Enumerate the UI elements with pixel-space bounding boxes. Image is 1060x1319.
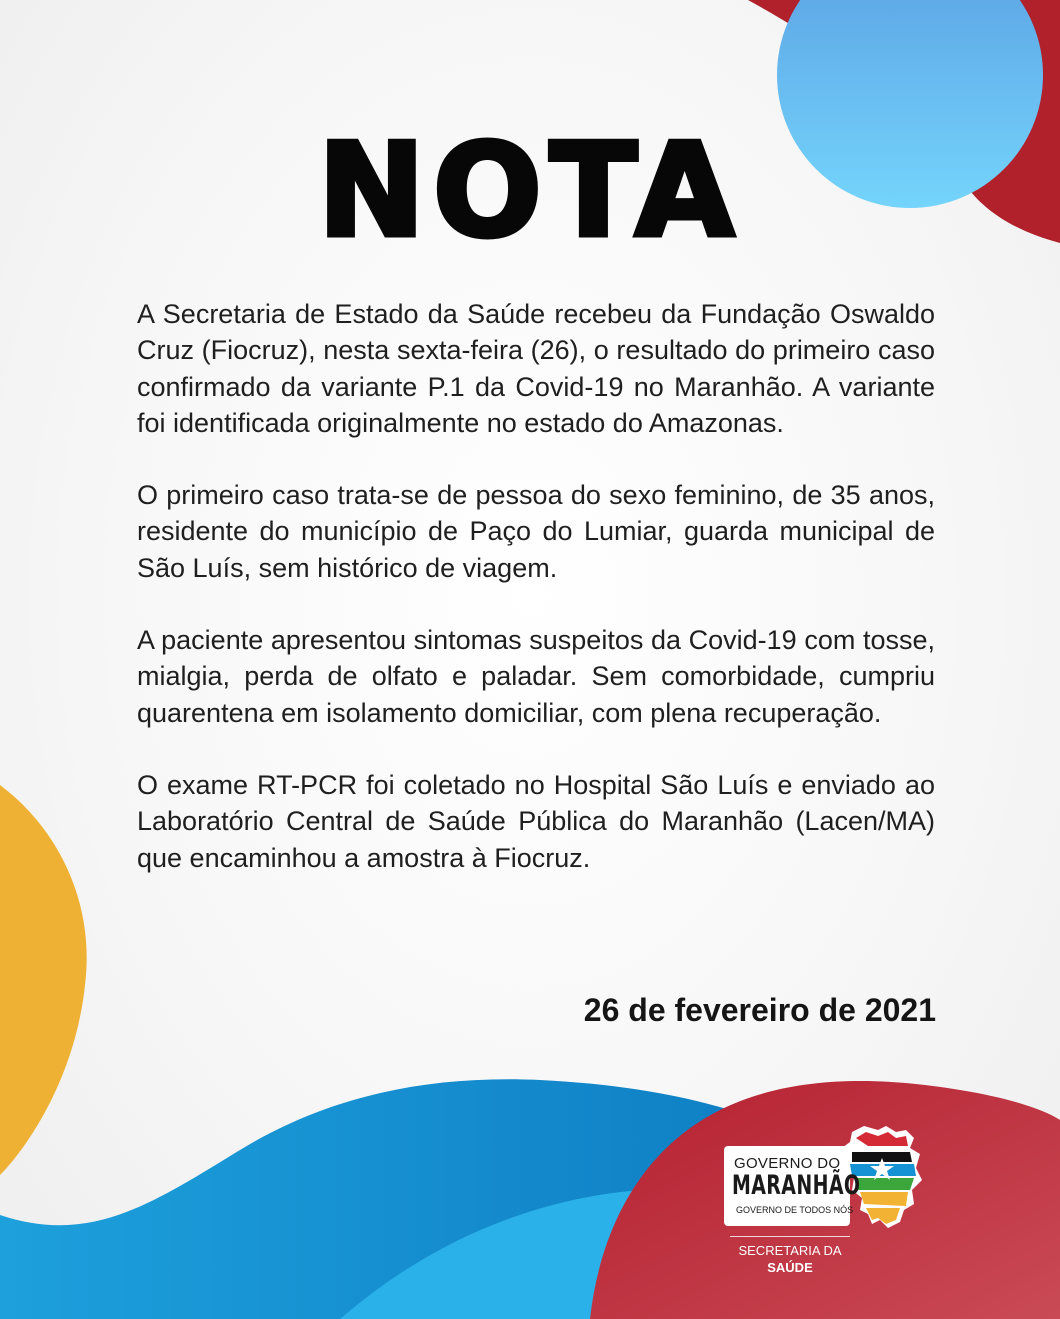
logo-department-line-2: SAÚDE bbox=[767, 1260, 813, 1275]
page-title: NOTA bbox=[317, 117, 743, 266]
paragraph-4: O exame RT-PCR foi coletado no Hospital São Luís e enviado ao Laboratório Central de Saúde Pública do Maranhão (Lacen/MA) que encaminhou a amostra à Fiocruz. bbox=[137, 769, 935, 873]
left-yellow-shape bbox=[0, 785, 87, 1175]
paragraph-3: A paciente apresentou sintomas suspeitos da Covid-19 com tosse, mialgia, perda de olfato e paladar. Sem comorbidade, cumpriu quarentena em isolamento domiciliar, com plena recuperação. bbox=[137, 625, 935, 728]
note-date: 26 de fevereiro de 2021 bbox=[583, 992, 936, 1028]
logo-department bbox=[730, 1242, 850, 1276]
paragraph-1: A Secretaria de Estado da Saúde recebeu da Fundação Oswaldo Cruz (Fiocruz), nesta sexta-feira (26), o resultado do primeiro caso confirmado da variante P.1 da Covid-19 no Maranhão. A variante foi identificada originalmente no estado do Amazonas. bbox=[137, 299, 935, 438]
logo-divider bbox=[730, 1236, 850, 1237]
logo-line-3: GOVERNO DE TODOS NÓS bbox=[736, 1205, 854, 1215]
government-logo bbox=[724, 1124, 924, 1284]
logo-line-2: MARANHÃO bbox=[732, 1170, 861, 1201]
logo-line-1: GOVERNO DO bbox=[734, 1155, 841, 1172]
note-body bbox=[137, 296, 935, 912]
paragraph-2: O primeiro caso trata-se de pessoa do sexo feminino, de 35 anos, residente do município de Paço do Lumiar, guarda municipal de São Luís, sem histórico de viagem. bbox=[137, 480, 935, 583]
logo-department-line-1: SECRETARIA DA bbox=[738, 1243, 842, 1258]
